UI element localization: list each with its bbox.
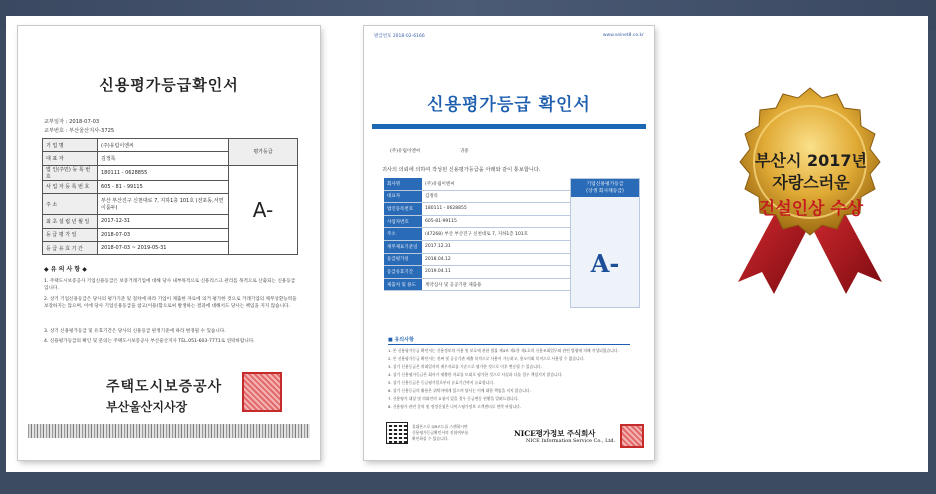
row-value: 2017.12.31 (422, 240, 570, 253)
doc1-issue-date: 교부일자 : 2018-07-03 (44, 119, 100, 125)
doc2-company-en: NICE Information Service Co., Ltd. (526, 438, 616, 444)
doc2-grade-box (570, 178, 640, 308)
row-key: 대표자 (384, 190, 422, 203)
doc2-grade-title: 기업신용평가등급 (586, 182, 624, 187)
doc1-note: 1. 주택도시보증공사 기업신용등급은 보증거래기업에 대해 당사 내부목적으로 신용리스크 관리를 목적으로 산출되는 신용등급입니다. (44, 279, 296, 291)
doc1-issue-no: 교부번호 : 부산울산지사-3725 (44, 128, 115, 134)
doc2-note: 3. 상기 신용등급은 의뢰일자의 재무자료를 기준으로 평가한 것으로 이후 변동될 수 있습니다. (388, 364, 542, 369)
row-value: 180111 - 0628855 (98, 165, 229, 180)
row-key: 사 업 자 등 록 번 호 (43, 180, 98, 193)
table-row (384, 190, 570, 203)
doc1-note: 2. 상기 기업신용등급은 당사의 평가기준 및 절차에 따라 기업이 제출한 자료에 의거 평가한 것으로 거래기업의 채무상환능력을 보장하지는 않으며, 이에 당사 기업신용등급을 참고(이용)함으로써 발생하는 결과에 대해서도 당사는 책임을 지지 않습니다. (44, 297, 297, 309)
row-value: 2018-07-03 ~ 2019-05-31 (98, 241, 229, 254)
doc1-note: 3. 상기 신용평가등급 및 유효기간은 당사의 신용등급 판정기준에 따라 변경될 수 있습니다. (44, 329, 226, 334)
doc2-notes-title: ■ 유의사항 (388, 337, 414, 343)
row-value: 2019.04.11 (422, 266, 570, 279)
table-row (384, 266, 570, 279)
table-row (43, 139, 298, 152)
row-key: 기 업 명 (43, 139, 98, 152)
row-key: 등급평가일 (384, 253, 422, 266)
doc2-note: 1. 본 신용평가등급 확인서는 신용정보의 이용 및 보호에 관한 법률 제4조 제1항 제1호의 신용조회업무와 관련 법령에 의해 작성되었습니다. (388, 348, 619, 353)
doc1-grade-header: 평가등급 (229, 139, 298, 166)
doc2-note: 5. 상기 신용등급은 등급평가일로부터 유효기간까지 유효합니다. (388, 380, 495, 385)
doc2-note: 2. 본 신용평가등급 확인서는 진짜 및 공공기관 제출 목적으로 사용이 가능하고, 용도이외 목적으로 사용할 수 없습니다. (388, 356, 585, 361)
row-value: (주)유림이엔씨 (422, 178, 570, 190)
row-key: 법 인(주민) 등 록 번 호 (43, 165, 98, 180)
doc2-description: 귀사의 의뢰에 의하여 작성된 신용평가등급을 아래와 같이 통보합니다. (382, 167, 541, 173)
doc2-recipient-name: (주)유림이엔씨 (390, 149, 421, 154)
row-key: 법인등록번호 (384, 203, 422, 216)
doc2-recipient (390, 148, 469, 154)
company-seal-icon (620, 424, 644, 448)
doc2-grade-subtitle: (상생 회사채등급) (586, 189, 624, 194)
doc2-grade-header (571, 179, 639, 197)
row-key: 제출처 및 용도 (384, 278, 422, 291)
doc2-title-band (372, 124, 646, 129)
doc2-recipient-suffix: 귀중 (459, 149, 469, 154)
row-value: 605 - 81 - 99115 (98, 180, 229, 193)
row-key: 회사명 (384, 178, 422, 190)
nice-credit-certificate (364, 26, 654, 460)
doc2-doc-no: 발급번호 2018-02-6166 (374, 34, 425, 39)
table-row (384, 253, 570, 266)
doc1-title: 신용평가등급확인서 (99, 76, 239, 94)
official-seal-icon (242, 372, 282, 412)
table-row (384, 203, 570, 216)
doc1-info-table (42, 138, 298, 255)
hug-credit-certificate (18, 26, 320, 460)
table-row (384, 215, 570, 228)
doc2-note: 4. 상기 신용평가등급은 회사가 제출한 자료를 토대로 평가한 것으로 사실과 다를 경우 책임지지 않습니다. (388, 372, 563, 377)
table-row (43, 165, 298, 180)
table-row (384, 278, 570, 291)
doc1-sign-branch: 부산울산지사장 (106, 400, 188, 414)
table-row (384, 240, 570, 253)
row-value: 김정록 (98, 152, 229, 165)
row-value: 김정록 (422, 190, 570, 203)
table-row (384, 178, 570, 190)
doc2-footer-line: 휴대폰으로 QR코드를 스캔하시면 (412, 424, 468, 429)
table-row (384, 228, 570, 241)
row-key: 주 소 (43, 194, 98, 215)
row-value: 180111 - 0628855 (422, 203, 570, 216)
row-key: 최 초 설 립 년 월 일 (43, 215, 98, 228)
row-value: 계약심사 및 공공기관 제출용 (422, 278, 570, 291)
row-key: 주소 (384, 228, 422, 241)
doc2-site: www.seinet8.co.kr (602, 33, 644, 38)
doc2-note: 6. 상기 신용등급의 활용은 위탁자에게 있으며 당사는 이에 대한 책임을 지지 않습니다. (388, 388, 531, 393)
row-value: 2018.04.12 (422, 253, 570, 266)
doc2-title: 신용평가등급 확인서 (427, 95, 591, 115)
qr-code-icon (386, 422, 408, 444)
row-key: 등 급 유 효 기 간 (43, 241, 98, 254)
doc2-note: 8. 신용평가 관련 문의 및 정정신청은 나이스평가정보 고객센터로 연락 바랍니다. (388, 404, 522, 409)
doc2-company-ko: NICE평가정보 주식회사 (514, 429, 596, 438)
row-value: 2017-12-31 (98, 215, 229, 228)
doc1-notes-title: ◆ 유 의 사 항 ◆ (44, 266, 87, 273)
doc1-note: 4. 신용평가등급의 확인 및 문의는 주택도시보증공사 부산울산지사 TEL.051-603-7771로 연락바랍니다. (44, 339, 255, 344)
row-value: 605-81-99115 (422, 215, 570, 228)
row-key: 대 표 자 (43, 152, 98, 165)
row-value: 부산 부산진구 신천대로 7, 지하1층 101호 (전포동,서면이룸두) (98, 194, 229, 215)
row-value: (주)유림이엔씨 (98, 139, 229, 152)
doc2-footer-line: 신용평가등급확인서의 진위여부를 (412, 430, 469, 435)
doc2-footer-line: 확인하실 수 있습니다. (412, 436, 449, 441)
medal-line3: 건설인상 수상 (758, 199, 864, 219)
row-key: 등 급 평 가 일 (43, 228, 98, 241)
medal-line1: 부산시 2017년 (755, 151, 867, 170)
row-key: 재무제표기준일 (384, 240, 422, 253)
row-key: 사업자번호 (384, 215, 422, 228)
doc2-grade: A- (590, 249, 620, 278)
row-value: 2018-07-03 (98, 228, 229, 241)
doc2-info-table (384, 178, 570, 291)
doc2-notes-divider (388, 344, 630, 345)
row-value: (47268) 부산 부산진구 신천대로 7, 지하1층 101호 (422, 228, 570, 241)
security-strip (28, 424, 310, 438)
row-key: 등급유효기간 (384, 266, 422, 279)
doc1-grade: A- (229, 165, 298, 255)
doc2-note: 7. 신용평가 대상 및 의뢰인의 요청이 있을 경우 등급변동 현황을 알려드립니다. (388, 396, 519, 401)
doc1-sign-org: 주택도시보증공사 (106, 379, 223, 395)
medal-line2: 자랑스러운 (772, 173, 850, 192)
